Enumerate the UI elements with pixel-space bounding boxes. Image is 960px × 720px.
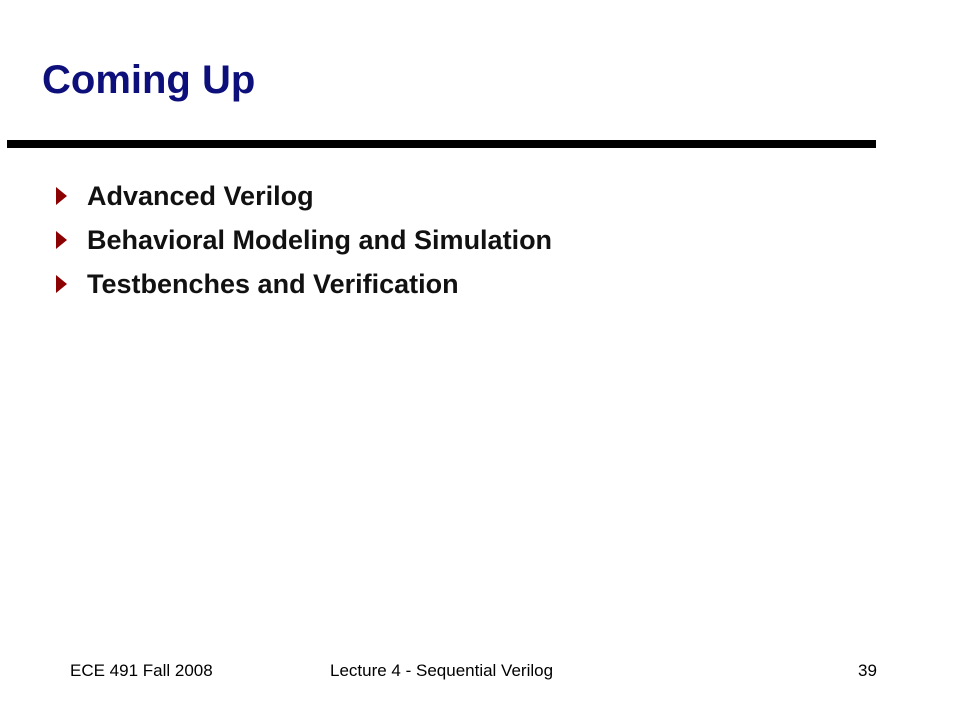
slide-title: Coming Up [42, 58, 256, 102]
bullet-item [48, 218, 552, 262]
bullet-item [48, 262, 552, 306]
footer-page-number: 39 [858, 661, 877, 680]
right-triangle-bullet-icon [56, 231, 67, 249]
footer-course: ECE 491 Fall 2008 [70, 661, 213, 680]
bullet-text: Behavioral Modeling and Simulation [87, 224, 553, 255]
bullet-text: Testbenches and Verification [87, 268, 459, 299]
footer-lecture-title: Lecture 4 - Sequential Verilog [330, 661, 554, 680]
right-triangle-bullet-icon [56, 275, 67, 293]
right-triangle-bullet-icon [56, 187, 67, 205]
bullet-item [48, 174, 552, 218]
title-divider [7, 140, 876, 148]
bullet-list [48, 174, 552, 306]
bullet-text: Advanced Verilog [87, 180, 314, 211]
